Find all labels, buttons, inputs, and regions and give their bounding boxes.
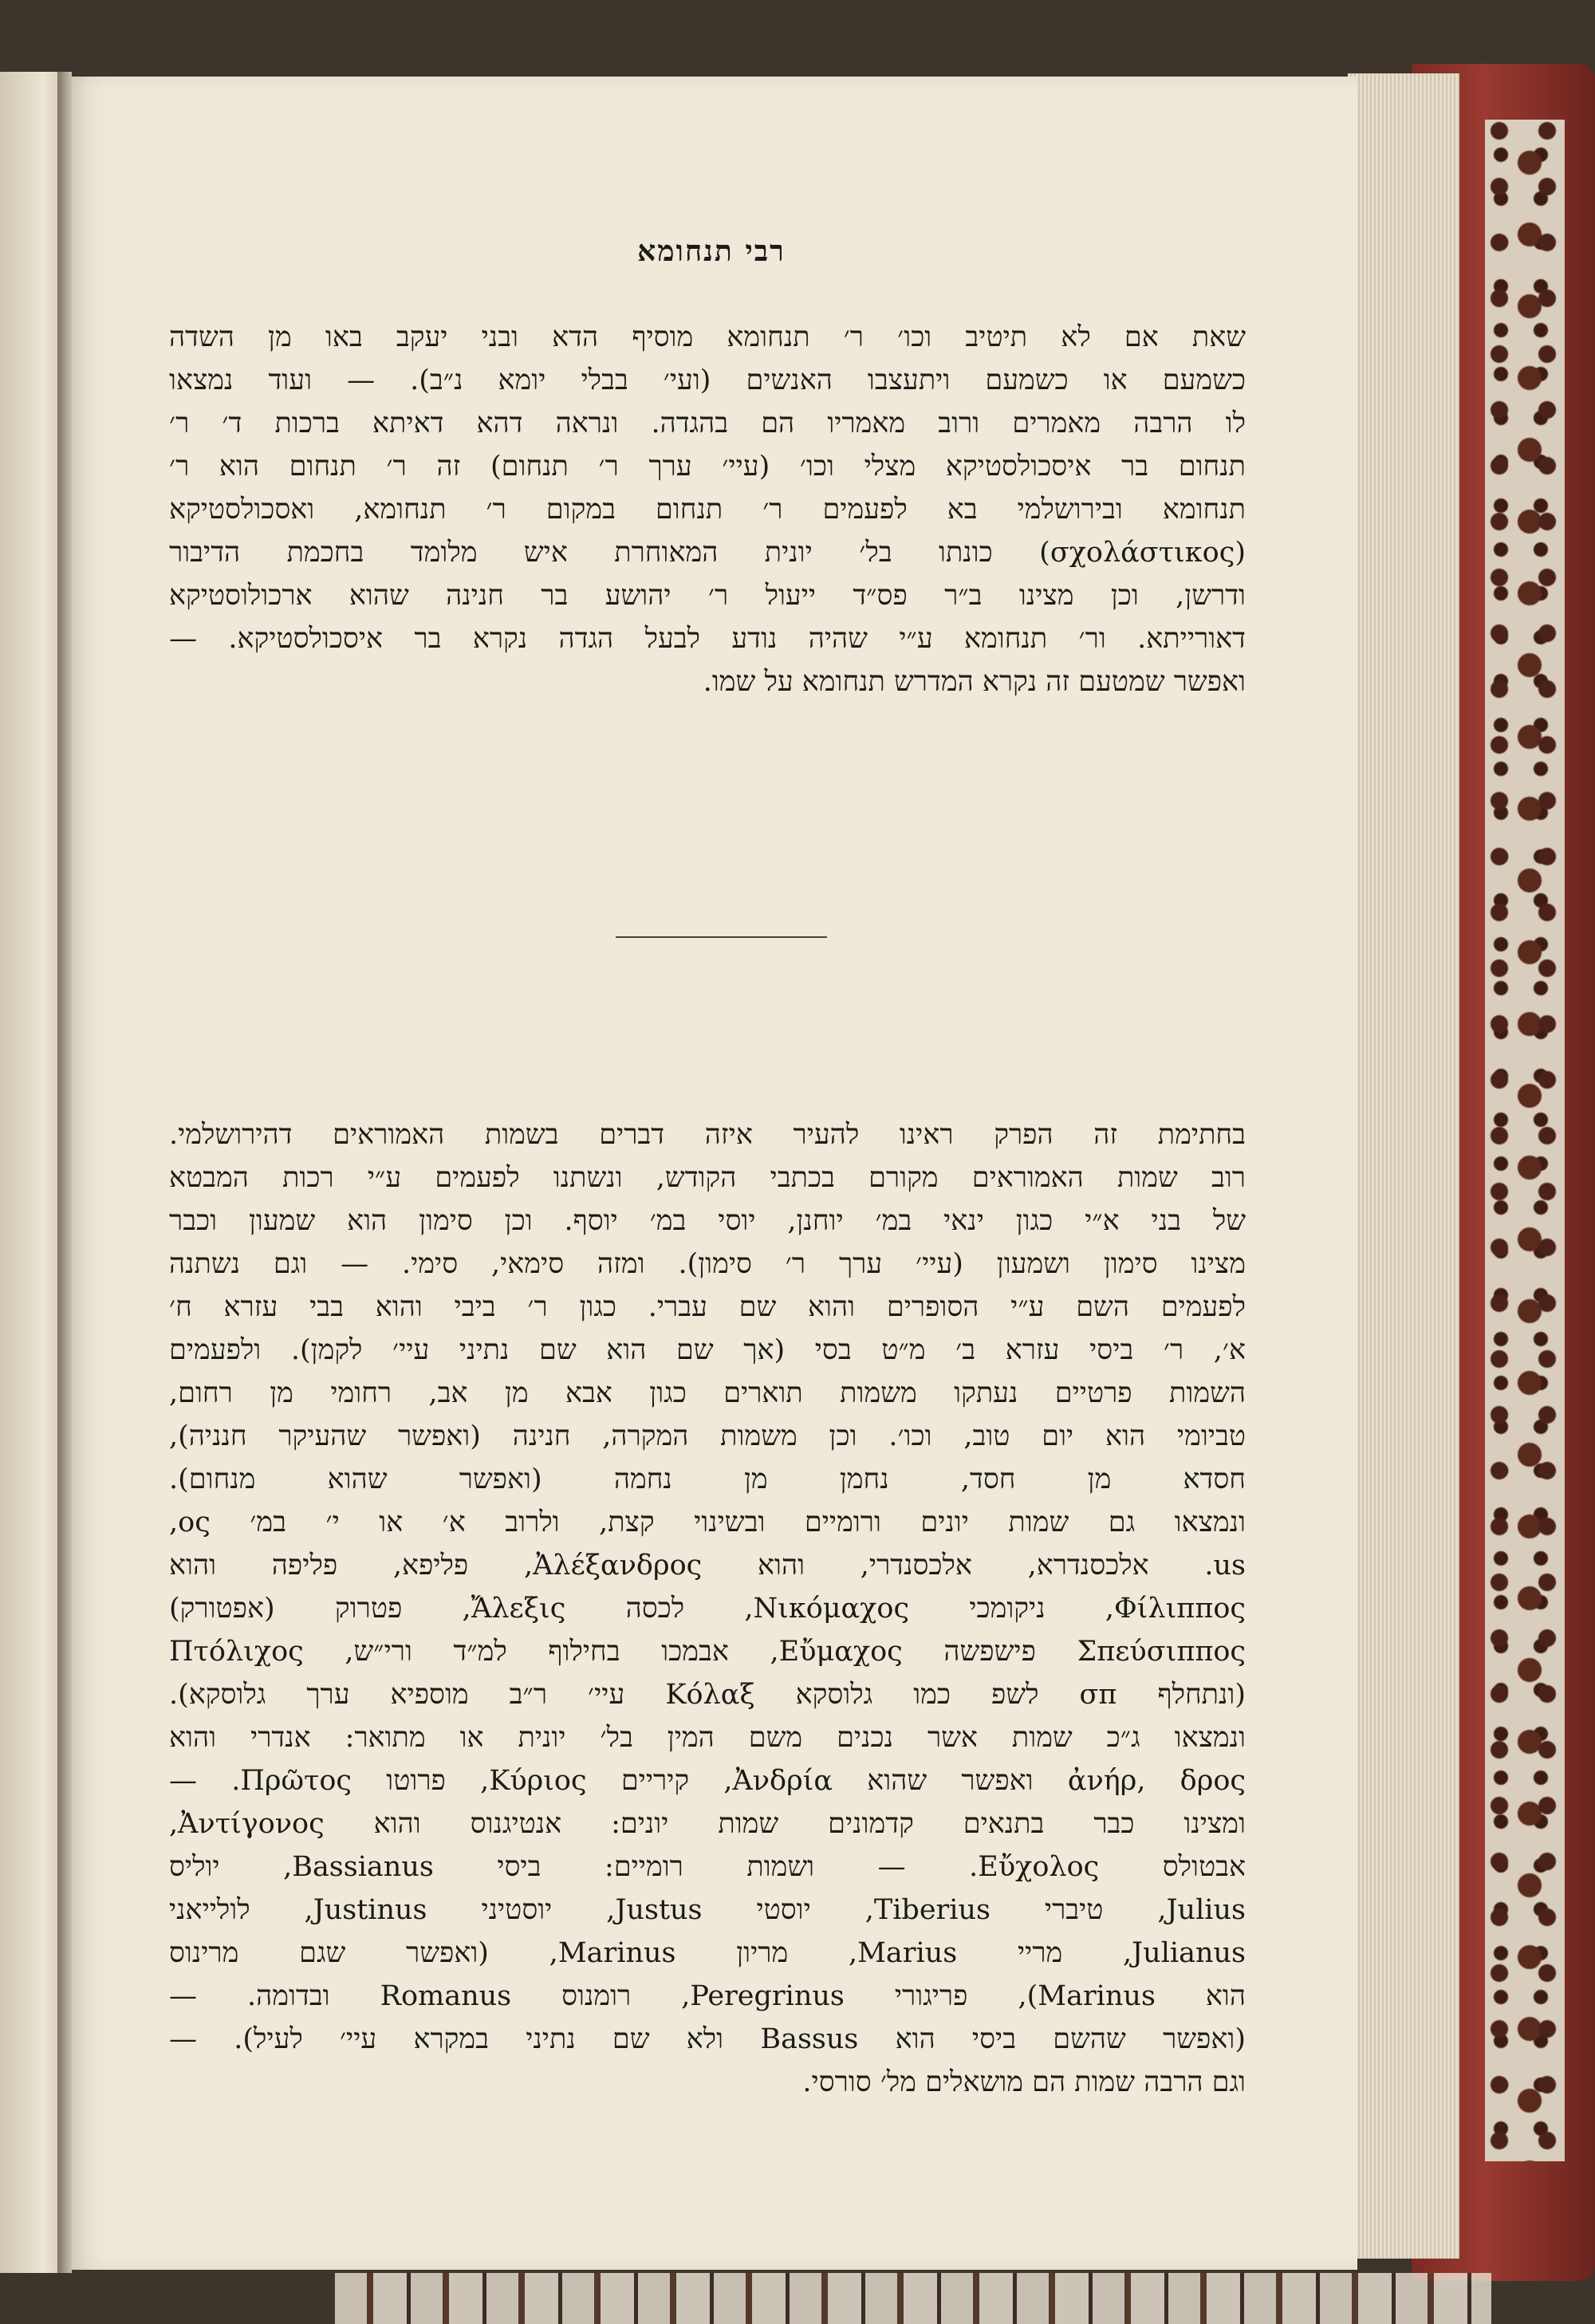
text-line: מצינו סימון ושמעון (עיי׳ ערך ר׳ סימון). ומזה סימאי, סימי. — וגם נשתנה [169,1248,1246,1280]
text-line: us. אלכסנדרא, אלכסנדרי, והוא Ἀλέξανδρος, פליפא, פליפה והוא [169,1550,1246,1582]
text-line: (ואפשר שהשם ביסי הוא Bassus ולא שם נתיני במקרא עיי׳ לעיל). — [169,2023,1246,2055]
text-line: השמות פרטיים נעתקו משמות תוארים כגון אבא מן אב, רחומי מן רחום, [169,1377,1246,1409]
paragraph-1 [169,316,1246,703]
paragraph-2 [169,1113,1246,2104]
text-line: שאת אם לא תיטיב וכו׳ ר׳ תנחומא מוסיף הדא ובני יעקב באו מן השדה [169,321,1246,353]
text-line: ἀνήρ, δρος ואפשר שהוא Ἀνδρία, קיריים Κύριος, פרוטו Πρῶτος. — [169,1765,1246,1797]
text-line: ונמצאו גם שמות יונים ורומיים ובשינוי קצת, ולרוב א׳ או י׳ במ׳ ος, [169,1507,1246,1538]
text-line: טביומי הוא יום טוב, וכו׳. וכן משמות המקרה, חנינה (ואפשר שהעיקר חנניה), [169,1420,1246,1452]
marbled-page-edge [1485,120,1565,2161]
text-line: ומצינו כבר בתנאים קדמונים שמות יונים: אנטיגנוס והוא Ἀντίγονος, [169,1808,1246,1840]
text-line: Σπεύσιππος פישפשה Εὔμαχος, אבמכו בחילוף למ״ד ורי״ש, Πτόλιχος [169,1636,1246,1668]
text-line: Julianus, מריי Marius, מריון Marinus, (ואפשר שגם מרינוס [169,1937,1246,1969]
text-line: לפעמים השם ע״י הסופרים והוא שם עברי. כגון ר׳ ביבי והוא בבי עזרא ח׳ [169,1291,1246,1323]
text-line: תנחום בר איסכולסטיקא מצלי וכו׳ (עיי׳ ערך ר׳ תנחום) זה ר׳ תנחום הוא ר׳ [169,451,1246,483]
text-line: בחתימת זה הפרק ראינו להעיר איזה דברים בשמות האמוראים דהירושלמי. [169,1119,1246,1151]
text-line: חסדא מן חסד, נחמן מן נחמה (ואפשר שהוא מנחום). [169,1463,1246,1495]
text-line: Φίλιππος, ניקומכי Νικόμαχος, לכסה Ἄλεξις, פטרוק (אפטורק) [169,1593,1246,1625]
text-line: אבטולס Εὔχολος. — ושמות רומיים: ביסי Bassianus, יוליס [169,1851,1246,1883]
running-head: רבי תנחומא [637,234,786,268]
bottom-edge-band [335,2273,1491,2324]
text-line: (ונתחלף σπ לשפ כמו גלוסקא Κόλαξ עיי׳ ר״ב מוספיא ערך גלוסקא). [169,1679,1246,1711]
text-line: דאורייתא. ור׳ תנחומא ע״י שהיה נודע לבעל הגדה נקרא בר איסכולסטיקא. — [169,623,1246,655]
section-divider-rule [616,936,827,938]
text-line: וגם הרבה שמות הם מושאלים מל׳ סורסי. [802,2066,1246,2098]
book-page [65,77,1357,2270]
text-line: הוא Marinus), פריגורי Peregrinus, רומנוס Romanus ובדומה. — [169,1980,1246,2012]
page-block-edges [1348,73,1459,2259]
text-line: ונמצאו ג״כ שמות אשר נכנים משם המין בל׳ יונית או מתואר: אנדרי והוא [169,1722,1246,1754]
text-line: (σχολάστικος) כונתו בל׳ יונית המאוחרת איש מלומד בחכמת הדיבור [169,537,1246,569]
text-line: של בני א״י כגון ינאי במ׳ יוחנן, יוסי במ׳ יוסף. וכן סימון הוא שמעון וכבר [169,1205,1246,1237]
text-line: רוב שמות האמוראים מקורם בכתבי הקודש, ונשתנו לפעמים ע״י רכות המבטא [169,1162,1246,1194]
book-gutter [57,72,72,2273]
text-line: Julius, טיברי Tiberius, יוסטי Justus, יוסטיני Justinus, לולייאני [169,1894,1246,1926]
text-line: כשמעם או כשמעם ויתעצבו האנשים (ועי׳ בבלי יומא נ״ב). — ועוד נמצאו [169,364,1246,396]
text-line: ואפשר שמטעם זה נקרא המדרש תנחומא על שמו. [703,666,1246,698]
facing-page-sliver [0,72,62,2273]
text-line: לו הרבה מאמרים ורוב מאמריו הם בהגדה. ונראה דהא דאיתא ברכות ד׳ ר׳ [169,408,1246,439]
text-line: ודרשן, וכן מצינו ב״ר פס״ד ייעול ר׳ יהושע בר חנינה שהוא ארכולוסטיקא [169,580,1246,612]
text-line: תנחומא ובירושלמי בא לפעמים ר׳ תנחום במקום ר׳ תנחומא, ואסכולסטיקא [169,494,1246,526]
text-line: א׳, ר׳ ביסי עזרא ב׳ מ״ט בסי (אך שם הוא שם נתיני עיי׳ לקמן). ולפעמים [169,1334,1246,1366]
